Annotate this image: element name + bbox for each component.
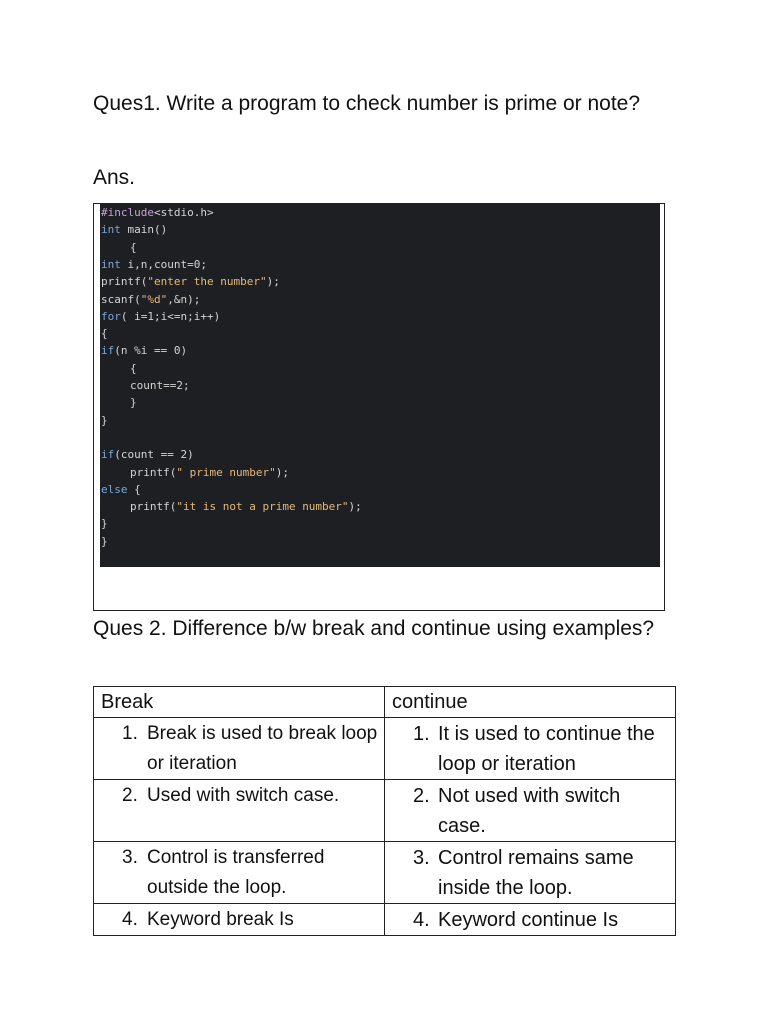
code-line: if(count == 2) xyxy=(101,448,194,462)
code-line: } xyxy=(130,396,137,410)
item-text: Not used with switch case. xyxy=(438,785,621,837)
code-line: printf(" prime number"); xyxy=(130,465,289,479)
break-cell xyxy=(94,718,385,780)
item-number: 4. xyxy=(413,909,430,931)
code-line: if(n %i == 0) xyxy=(101,344,188,358)
answer-label: Ans. xyxy=(93,166,136,189)
break-cell xyxy=(94,780,385,842)
code-line: } xyxy=(101,534,108,548)
item-number: 3. xyxy=(413,847,430,869)
code-line: } xyxy=(101,413,108,427)
break-cell xyxy=(94,842,385,904)
item-text: Keyword break Is xyxy=(147,909,294,930)
code-line: printf("it is not a prime number"); xyxy=(130,500,362,514)
item-number: 3. xyxy=(122,847,138,868)
table-row xyxy=(94,780,676,842)
header-break: Break xyxy=(94,687,385,718)
continue-cell xyxy=(385,904,676,936)
item-number: 4. xyxy=(122,909,138,930)
question-1: Ques1. Write a program to check number is prime or note? xyxy=(93,92,641,115)
question-2: Ques 2. Difference b/w break and continue using examples? xyxy=(93,617,655,640)
code-line: printf("enter the number"); xyxy=(101,275,280,289)
break-cell xyxy=(94,904,385,936)
table-header-row xyxy=(94,687,676,718)
item-number: 2. xyxy=(413,785,430,807)
continue-cell xyxy=(385,718,676,780)
continue-cell xyxy=(385,780,676,842)
code-line: { xyxy=(101,327,108,341)
code-line: { xyxy=(130,240,137,254)
table-row xyxy=(94,718,676,780)
code-line: int main() xyxy=(101,223,168,237)
item-number: 2. xyxy=(122,785,138,806)
code-screenshot xyxy=(100,204,660,567)
code-line: for( i=1;i<=n;i++) xyxy=(101,309,221,323)
item-text: Used with switch case. xyxy=(147,785,340,806)
code-line: #include<stdio.h> xyxy=(101,206,214,219)
item-text: Control is transferred outside the loop. xyxy=(147,847,325,898)
comparison-table xyxy=(93,686,676,936)
code-line: { xyxy=(130,361,137,375)
continue-cell xyxy=(385,842,676,904)
item-number: 1. xyxy=(122,723,138,744)
code-line: else { xyxy=(101,482,141,496)
code-line: int i,n,count=0; xyxy=(101,257,207,271)
table-row xyxy=(94,904,676,936)
item-text: It is used to continue the loop or iteration xyxy=(438,723,655,775)
item-text: Break is used to break loop or iteration xyxy=(147,723,378,774)
code-line: count==2; xyxy=(130,379,190,392)
item-text: Control remains same inside the loop. xyxy=(438,847,634,899)
table-row xyxy=(94,842,676,904)
code-frame xyxy=(93,203,665,611)
code-line: } xyxy=(101,517,108,531)
item-text: Keyword continue Is xyxy=(438,909,619,931)
header-continue: continue xyxy=(385,687,676,718)
code-line: scanf("%d",&n); xyxy=(101,292,201,306)
item-number: 1. xyxy=(413,723,430,745)
